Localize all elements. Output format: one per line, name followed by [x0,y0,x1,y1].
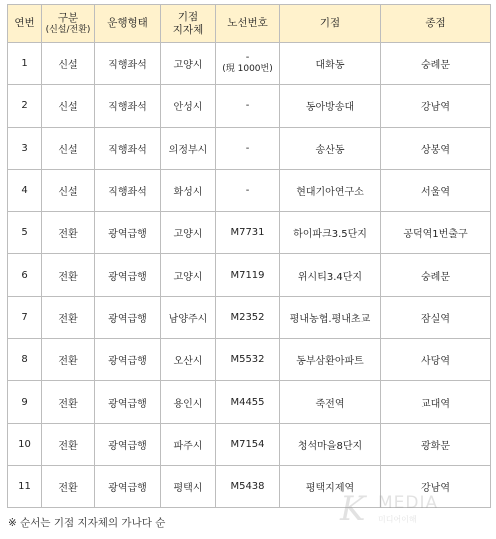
cell-operation: 광역급행 [95,339,161,381]
cell-city: 의정부시 [161,127,216,169]
cell-city: 고양시 [161,212,216,254]
cell-no: 4 [8,169,42,211]
cell-destination: 숭례문 [381,254,491,296]
cell-origin: 대화동 [280,43,381,85]
cell-no: 7 [8,296,42,338]
header-city-line1: 기점 [177,10,199,23]
cell-destination: 숭례문 [381,43,491,85]
cell-type: 전환 [42,296,95,338]
cell-destination: 강남역 [381,85,491,127]
table-row [8,423,491,465]
cell-destination: 광화문 [381,423,491,465]
watermark-sub: 미디어이해 [378,515,417,524]
cell-no: 1 [8,43,42,85]
cell-operation: 직행좌석 [95,85,161,127]
header-city-line2: 지자체 [172,23,204,36]
cell-origin: 하이파크3.5단지 [280,212,381,254]
header-route-no: 노선번호 [216,5,280,43]
cell-operation: 직행좌석 [95,127,161,169]
cell-operation: 광역급행 [95,296,161,338]
header-city [161,5,216,43]
cell-operation: 광역급행 [95,423,161,465]
cell-type: 신설 [42,85,95,127]
cell-origin: 동부삼환아파트 [280,339,381,381]
cell-origin: 현대기아연구소 [280,169,381,211]
cell-city: 화성시 [161,169,216,211]
cell-no: 10 [8,423,42,465]
cell-route-no: M7154 [216,423,280,465]
cell-type: 신설 [42,127,95,169]
cell-type: 신설 [42,169,95,211]
table-row [8,465,491,507]
cell-origin: 죽전역 [280,381,381,423]
cell-destination: 상봉역 [381,127,491,169]
cell-route-no [216,43,280,85]
cell-no: 2 [8,85,42,127]
cell-destination: 사당역 [381,339,491,381]
table-header [8,5,491,43]
table-row [8,339,491,381]
cell-city: 고양시 [161,254,216,296]
cell-operation: 직행좌석 [95,43,161,85]
table-row [8,296,491,338]
cell-destination: 교대역 [381,381,491,423]
cell-origin: 청석마을8단지 [280,423,381,465]
watermark-mark: K [340,489,366,528]
cell-type: 신설 [42,43,95,85]
cell-route-no: - [216,127,280,169]
cell-route-no: - [216,169,280,211]
table-row [8,169,491,211]
header-row [8,5,491,43]
watermark-brand: MEDIA [378,493,439,513]
cell-no: 11 [8,465,42,507]
table-row [8,254,491,296]
cell-route-no: M4455 [216,381,280,423]
cell-route-no: M7731 [216,212,280,254]
table-row [8,43,491,85]
cell-type: 전환 [42,465,95,507]
cell-city: 오산시 [161,339,216,381]
cell-route-no: - [216,85,280,127]
cell-type: 전환 [42,212,95,254]
header-operation: 운행형태 [95,5,161,43]
route-no-note: (現 1000번) [222,64,273,75]
header-type [42,5,95,43]
cell-origin: 평택지제역 [280,465,381,507]
cell-type: 전환 [42,339,95,381]
table-row [8,127,491,169]
cell-route-no: M7119 [216,254,280,296]
cell-city: 남양주시 [161,296,216,338]
cell-no: 9 [8,381,42,423]
header-origin: 기점 [280,5,381,43]
header-destination: 종점 [381,5,491,43]
cell-city: 평택시 [161,465,216,507]
route-table [7,4,491,508]
cell-route-no: M5532 [216,339,280,381]
cell-city: 파주시 [161,423,216,465]
cell-city: 고양시 [161,43,216,85]
cell-type: 전환 [42,423,95,465]
cell-operation: 광역급행 [95,254,161,296]
cell-operation: 광역급행 [95,381,161,423]
table-row [8,85,491,127]
table-row [8,212,491,254]
cell-origin: 평내농협.평내초교 [280,296,381,338]
cell-no: 8 [8,339,42,381]
header-no: 연번 [8,5,42,43]
cell-city: 안성시 [161,85,216,127]
footnote: ※ 순서는 기점 지자체의 가나다 순 [8,517,166,529]
table-row [8,381,491,423]
cell-operation: 광역급행 [95,212,161,254]
cell-destination: 잠실역 [381,296,491,338]
cell-destination: 공덕역1번출구 [381,212,491,254]
table-body [8,43,491,508]
cell-operation: 직행좌석 [95,169,161,211]
cell-no: 5 [8,212,42,254]
header-type-label: 구분 [57,11,79,24]
cell-route-no: M5438 [216,465,280,507]
cell-destination: 서울역 [381,169,491,211]
cell-operation: 광역급행 [95,465,161,507]
cell-destination: 강남역 [381,465,491,507]
cell-origin: 동아방송대 [280,85,381,127]
cell-no: 3 [8,127,42,169]
cell-type: 전환 [42,381,95,423]
header-type-sub: (신설/전환) [45,24,91,35]
cell-origin: 송산동 [280,127,381,169]
cell-origin: 위시티3.4단지 [280,254,381,296]
cell-type: 전환 [42,254,95,296]
cell-city: 용인시 [161,381,216,423]
cell-no: 6 [8,254,42,296]
route-no-value: - [245,52,250,64]
cell-route-no: M2352 [216,296,280,338]
